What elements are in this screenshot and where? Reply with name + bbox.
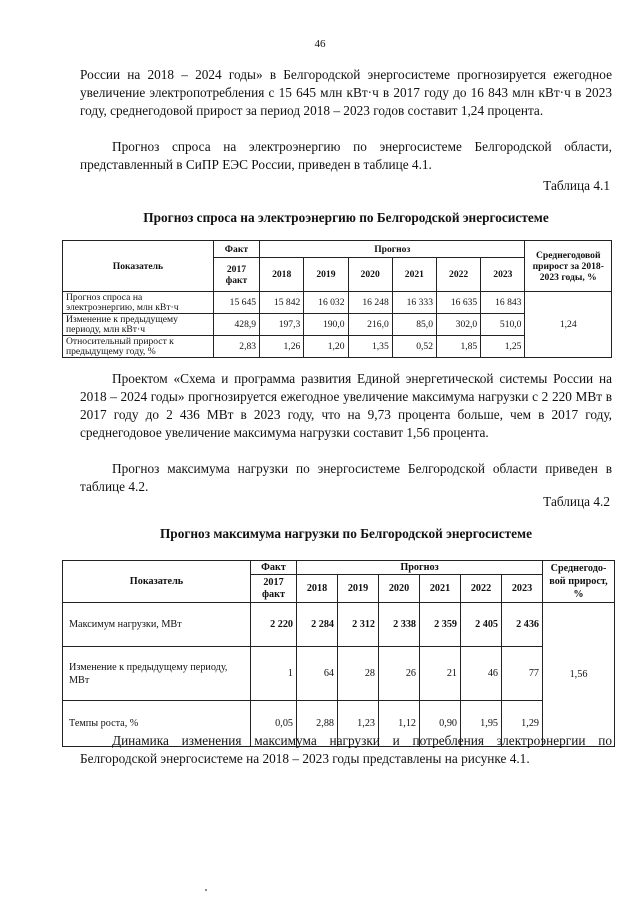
cell: 2 359 (420, 603, 461, 647)
cell: 1 (251, 647, 297, 701)
table-4-1 (62, 240, 612, 358)
cell: 1,26 (260, 336, 304, 358)
header-year: 2019 (338, 575, 379, 603)
header-year: 2022 (461, 575, 502, 603)
cell: 77 (502, 647, 543, 701)
cell: 1,25 (481, 336, 525, 358)
cell: 302,0 (437, 314, 481, 336)
table-2-title: Прогноз максимума нагрузки по Белгородской энергосистеме (159, 526, 533, 541)
cell: 1,95 (461, 701, 502, 747)
header-fact-year: 2017 факт (251, 575, 297, 603)
header-year: 2022 (437, 258, 481, 292)
cell: 15 645 (213, 292, 259, 314)
cell: 2 312 (338, 603, 379, 647)
header-year: 2019 (304, 258, 348, 292)
page-number: 46 (314, 38, 326, 50)
header-year: 2021 (420, 575, 461, 603)
header-year: 2020 (379, 575, 420, 603)
header-indicator: Показатель (63, 561, 251, 603)
cell: 0,05 (251, 701, 297, 747)
header-fact: Факт (213, 241, 259, 258)
cell: 21 (420, 647, 461, 701)
cell: 15 842 (260, 292, 304, 314)
cell: 1,20 (304, 336, 348, 358)
cell: 1,85 (437, 336, 481, 358)
table-row (63, 647, 615, 701)
cell: 216,0 (348, 314, 392, 336)
cell: 16 843 (481, 292, 525, 314)
cell: 510,0 (481, 314, 525, 336)
avg-growth-value: 1,24 (525, 292, 612, 358)
header-year: 2023 (502, 575, 543, 603)
cell: 2 338 (379, 603, 420, 647)
header-year: 2018 (260, 258, 304, 292)
cell: 2 405 (461, 603, 502, 647)
cell: 16 248 (348, 292, 392, 314)
header-year: 2023 (481, 258, 525, 292)
cell: 197,3 (260, 314, 304, 336)
cell: 1,12 (379, 701, 420, 747)
header-year: 2020 (348, 258, 392, 292)
header-year: 2021 (392, 258, 436, 292)
header-forecast: Прогноз (260, 241, 525, 258)
paragraph-1: России на 2018 – 2024 годы» в Белгородской энергосистеме прогнозируется ежегодное увеличение электропотребления с 15 645 млн кВт·ч в 2017 году до 16 843 млн кВт·ч в 2023 году, среднегодовой прирост за период 2018 – 2023 годов составит 1,24 процента. (80, 67, 612, 118)
cell: 1,35 (348, 336, 392, 358)
header-avg-growth: Среднегодовой прирост за 2018-2023 годы, % (525, 241, 612, 292)
table-row (63, 603, 615, 647)
cell: 1,23 (338, 701, 379, 747)
cell: 26 (379, 647, 420, 701)
table-1-label: Таблица 4.1 (543, 178, 610, 193)
cell: 2,88 (297, 701, 338, 747)
cell: 28 (338, 647, 379, 701)
cell: 16 032 (304, 292, 348, 314)
header-indicator: Показатель (63, 241, 214, 292)
cell: 190,0 (304, 314, 348, 336)
row-label: Прогноз спроса на электроэнергию, млн кВт·ч (63, 292, 214, 314)
cell: 46 (461, 647, 502, 701)
row-label: Изменение к предыдущему периоду, млн кВт·ч (63, 314, 214, 336)
avg-growth-value: 1,56 (543, 603, 615, 747)
paragraph-4: Прогноз максимума нагрузки по энергосистеме Белгородской области приведен в таблице 4.2. (80, 461, 612, 494)
table-2-label: Таблица 4.2 (543, 494, 610, 509)
table-4-2 (62, 560, 615, 747)
cell: 64 (297, 647, 338, 701)
row-label: Темпы роста, % (63, 701, 251, 747)
cell: 2 436 (502, 603, 543, 647)
cell: 2 284 (297, 603, 338, 647)
paragraph-2: Прогноз спроса на электроэнергию по энергосистеме Белгородской области, представленный в СиПР ЕЭС России, приведен в таблице 4.1. (80, 139, 612, 172)
cell: 428,9 (213, 314, 259, 336)
table-row (63, 292, 612, 314)
paragraph-5: Динамика изменения максимума нагрузки и потребления электроэнергии по Белгородской энергосистеме на 2018 – 2023 годы представлены на рисунке 4.1. (80, 733, 612, 766)
row-label: Максимум нагрузки, МВт (63, 603, 251, 647)
cell: 0,90 (420, 701, 461, 747)
cell: 0,52 (392, 336, 436, 358)
cell: 85,0 (392, 314, 436, 336)
cell: 2 220 (251, 603, 297, 647)
header-fact: Факт (251, 561, 297, 575)
row-label: Относительный прирост к предыдущему году, % (63, 336, 214, 358)
header-avg-growth: Среднегодо-вой прирост, % (543, 561, 615, 603)
paragraph-3: Проектом «Схема и программа развития Единой энергетической системы России на 2018 – 2024 годы» прогнозируется ежегодное увеличение максимума нагрузки с 2 220 МВт в 2017 году до 2 436 МВт в 2023 году, что на 9,73 процента больше, чем в 2017 году, среднегодовое увеличение максимума нагрузки составит 1,56 процента. (80, 371, 612, 440)
header-forecast: Прогноз (297, 561, 543, 575)
cell: 16 635 (437, 292, 481, 314)
scan-speck (205, 889, 207, 891)
cell: 2,83 (213, 336, 259, 358)
header-year: 2018 (297, 575, 338, 603)
row-label: Изменение к предыдущему периоду, МВт (63, 647, 251, 701)
table-1-title: Прогноз спроса на электроэнергию по Белгородской энергосистеме (143, 210, 549, 225)
cell: 1,29 (502, 701, 543, 747)
header-fact-year: 2017 факт (213, 258, 259, 292)
cell: 16 333 (392, 292, 436, 314)
